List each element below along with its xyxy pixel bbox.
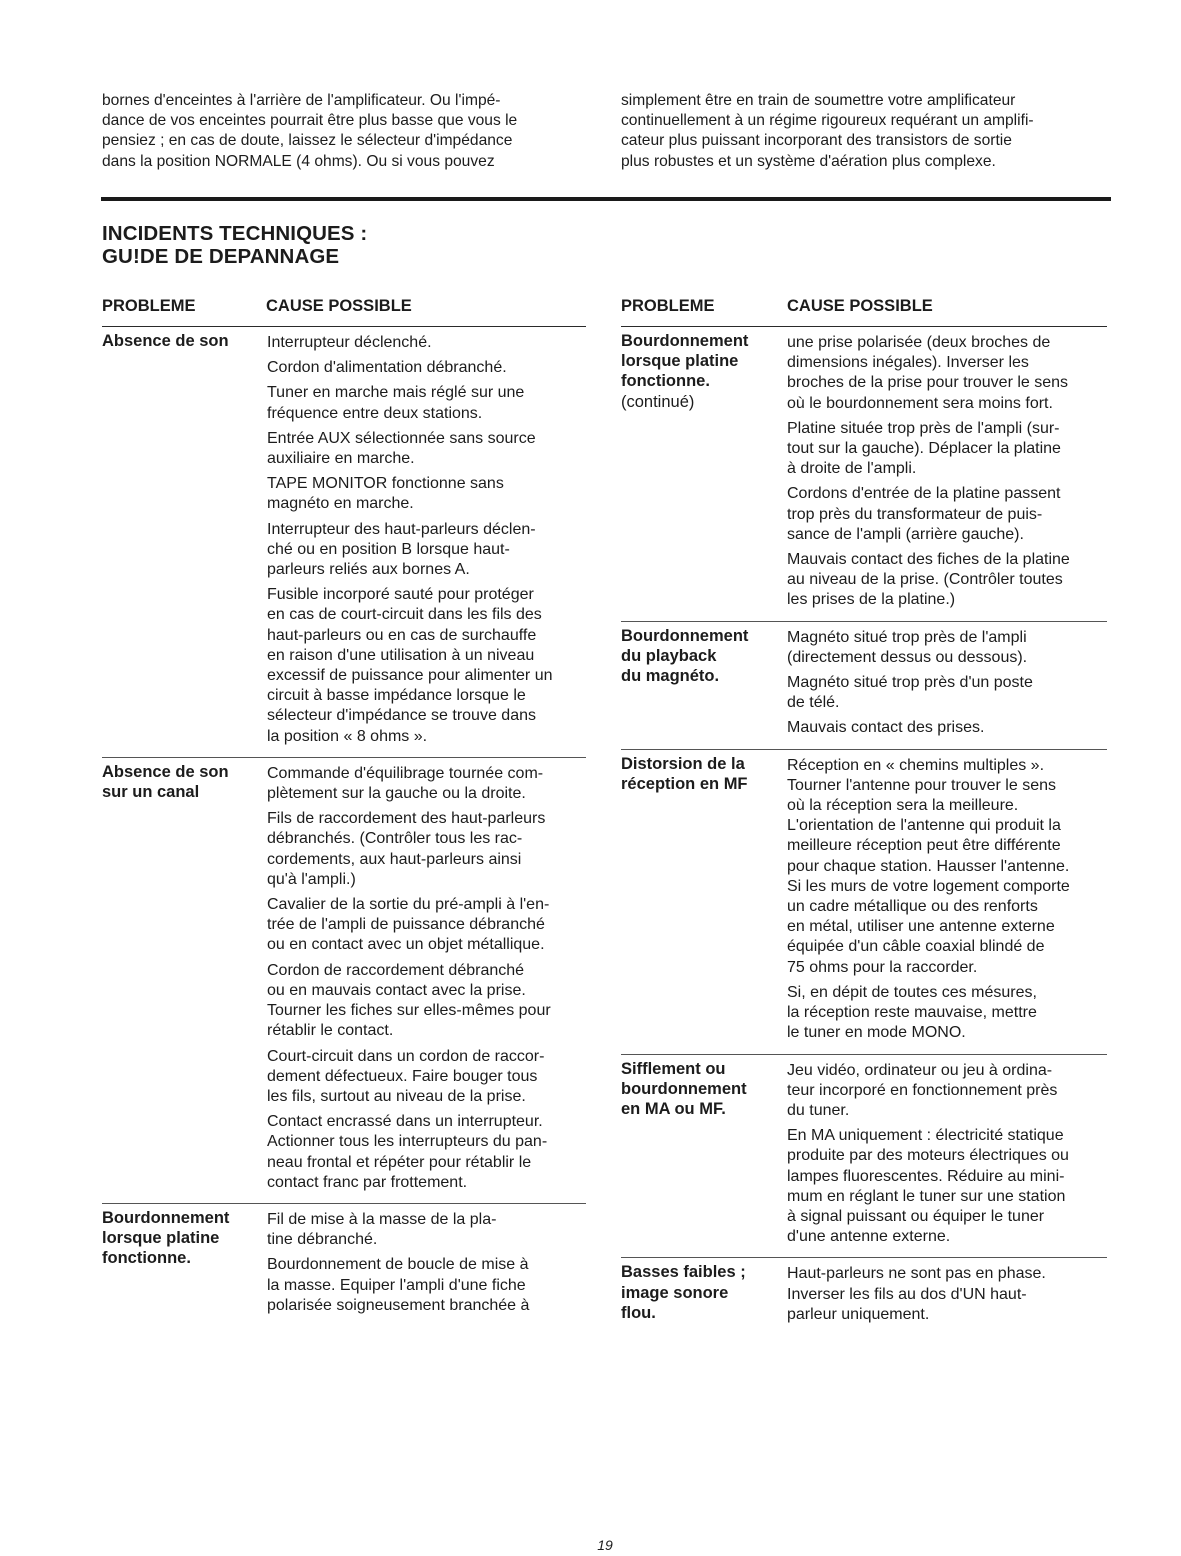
cause-item: une prise polarisée (deux broches de dimensions inégales). Inverser les broches de la prise pour trouver le sens où le bourdonnement sera moins fort. — [787, 334, 1069, 412]
problem-label: Sifflement ou bourdonnement en MA ou MF. — [621, 1059, 747, 1118]
problem-label: Distorsion de la réception en MF — [621, 754, 748, 793]
problem-cell — [621, 626, 779, 687]
table-header — [102, 296, 586, 327]
cause-list — [267, 1210, 586, 1316]
cause-item: Interrupteur des haut-parleurs déclen- ché ou en position B lorsque haut- parleurs reliés aux bornes A. — [267, 520, 536, 579]
continued-label: (continué) — [621, 392, 695, 411]
cause-list — [787, 756, 1107, 1044]
problem-label: Bourdonnement lorsque platine fonctionne. — [102, 1208, 230, 1268]
cause-item: Cordons d'entrée de la platine passent trop près du transformateur de puis- sance de l'ampli (arrière gauche). — [787, 485, 1061, 543]
table-row — [621, 622, 1107, 750]
cause-item: Entrée AUX sélectionnée sans source auxiliaire en marche. — [267, 429, 536, 468]
cause-item: Haut-parleurs ne sont pas en phase. Inverser les fils au dos d'UN haut- parleur uniquement. — [787, 1265, 1046, 1323]
cause-item: Si, en dépit de toutes ces mésures, la réception reste mauvaise, mettre le tuner en mode MONO. — [787, 983, 1037, 1042]
cause-list — [787, 628, 1107, 739]
cause-item: Cavalier de la sortie du pré-ampli à l'en- trée de l'ampli de puissance débranché ou en contact avec un objet métallique. — [267, 896, 550, 954]
problem-label: Bourdonnement du playback du magnéto. — [621, 626, 749, 686]
intro-text-left: bornes d'enceintes à l'arrière de l'amplificateur. Ou l'impé- dance de vos enceintes pourrait être plus basse que vous le pensiez ; en cas de doute, laissez le sélecteur d'impédance dans la position NORMALE (4 ohms). Ou si vous pouvez — [102, 92, 518, 170]
table-row — [621, 750, 1107, 1055]
problem-cell — [621, 1262, 779, 1323]
table-row — [621, 1055, 1107, 1259]
cause-list — [267, 333, 586, 747]
cause-item: Réception en « chemins multiples ». Tourner l'antenne pour trouver le sens où la réception sera la meilleure. L'orientation de l'antenne qui produit la meilleure réception peut être différente pour chaque station. Hausser l'antenne. Si les murs de votre logement comporte un cadre métallique ou des renforts en métal, utiliser une antenne externe équipée d'un câble coaxial blindé de 75 ohms pour la raccorder. — [787, 756, 1070, 976]
cause-item: Magnéto situé trop près d'un poste de télé. — [787, 674, 1033, 712]
section-title-line-2: GU!DE DE DEPANNAGE — [102, 245, 340, 268]
cause-item: TAPE MONITOR fonctionne sans magnéto en marche. — [267, 475, 504, 513]
cause-item: Commande d'équilibrage tournée com- plètement sur la gauche ou la droite. — [267, 764, 544, 803]
problem-label: Basses faibles ; image sonore flou. — [621, 1263, 746, 1322]
cause-list — [267, 764, 586, 1193]
problem-cell — [621, 754, 779, 794]
problem-cell — [102, 1208, 260, 1269]
table-row — [102, 1204, 586, 1326]
cause-list — [787, 1264, 1107, 1325]
table-row — [102, 327, 586, 758]
cause-item: Cordon de raccordement débranché ou en mauvais contact avec la prise. Tourner les fiches sur elles-mêmes pour rétablir le contact. — [267, 961, 551, 1040]
intro-text-right: simplement être en train de soumettre votre amplificateur continuellement à un régime rigoureux requérant un amplifi- cateur plus puissant incorporant des transistors de sortie plus robustes et un système d'aération plus complexe. — [621, 92, 1034, 170]
cause-item: Fil de mise à la masse de la pla- tine débranché. — [267, 1210, 497, 1249]
cause-item: Contact encrassé dans un interrupteur. Actionner tous les interrupteurs du pan- neau frontal et répéter pour rétablir le contact franc par frottement. — [267, 1113, 548, 1191]
section-heading — [102, 222, 367, 268]
troubleshooting-table-right — [621, 296, 1107, 1335]
table-row — [621, 1258, 1107, 1335]
cause-item: Mauvais contact des prises. — [787, 719, 985, 737]
header-cause: CAUSE POSSIBLE — [266, 297, 412, 315]
cause-item: Mauvais contact des fiches de la platine au niveau de la prise. (Contrôler toutes les prises de la platine.) — [787, 551, 1070, 609]
cause-item: Platine située trop près de l'ampli (sur- tout sur la gauche). Déplacer la platine à droite de l'ampli. — [787, 419, 1061, 478]
problem-cell — [102, 762, 260, 802]
cause-item: Tuner en marche mais réglé sur une fréquence entre deux stations. — [267, 384, 525, 422]
problem-label: Absence de son sur un canal — [102, 762, 229, 802]
cause-item: Jeu vidéo, ordinateur ou jeu à ordina- teur incorporé en fonctionnement près du tuner. — [787, 1061, 1058, 1119]
cause-item: Fusible incorporé sauté pour protéger en cas de court-circuit dans les fils des haut-parleurs ou en cas de surchauffe en raison d'une utilisation à un niveau excessif de puissance pour alimenter un circuit à basse impédance lorsque le sélecteur d'impédance se trouve dans la position « 8 ohms ». — [267, 586, 553, 745]
troubleshooting-table-left — [102, 296, 586, 1326]
table-row — [621, 327, 1107, 622]
cause-item: Magnéto situé trop près de l'ampli (directement dessus ou dessous). — [787, 628, 1028, 666]
cause-list — [787, 1061, 1107, 1248]
cause-item: Fils de raccordement des haut-parleurs débranchés. (Contrôler tous les rac- cordements, aux haut-parleurs ainsi qu'à l'ampli.) — [267, 810, 546, 888]
problem-label: Bourdonnement lorsque platine fonctionne. — [621, 332, 749, 391]
table-header — [621, 296, 1107, 327]
cause-item: Interrupteur déclenché. — [267, 334, 432, 351]
table-row — [102, 758, 586, 1204]
cause-item: Cordon d'alimentation débranché. — [267, 359, 507, 377]
header-problem: PROBLEME — [102, 297, 196, 315]
header-cause: CAUSE POSSIBLE — [787, 297, 933, 315]
cause-item: Bourdonnement de boucle de mise à la masse. Equiper l'ampli d'une fiche polarisée soigneusement branchée à — [267, 1256, 530, 1314]
table-rows — [621, 327, 1107, 1335]
cause-item: Court-circuit dans un cordon de raccor- dement défectueux. Faire bouger tous les fils, surtout au niveau de la prise. — [267, 1047, 545, 1105]
problem-cell — [621, 331, 779, 412]
section-divider — [101, 197, 1111, 201]
page-number: 19 — [597, 1537, 613, 1553]
problem-cell — [621, 1059, 779, 1120]
cause-list — [787, 333, 1107, 611]
problem-label: Absence de son — [102, 332, 229, 350]
problem-cell — [102, 331, 260, 351]
header-problem: PROBLEME — [621, 297, 715, 315]
cause-item: En MA uniquement : électricité statique produite par des moteurs électriques ou lampes fluorescentes. Réduire au mini- mum en réglant le tuner sur une station à signal puissant ou équiper le tuner d'une antenne externe. — [787, 1127, 1069, 1246]
section-title-line-1: INCIDENTS TECHNIQUES : — [102, 222, 368, 245]
table-rows — [102, 327, 586, 1326]
